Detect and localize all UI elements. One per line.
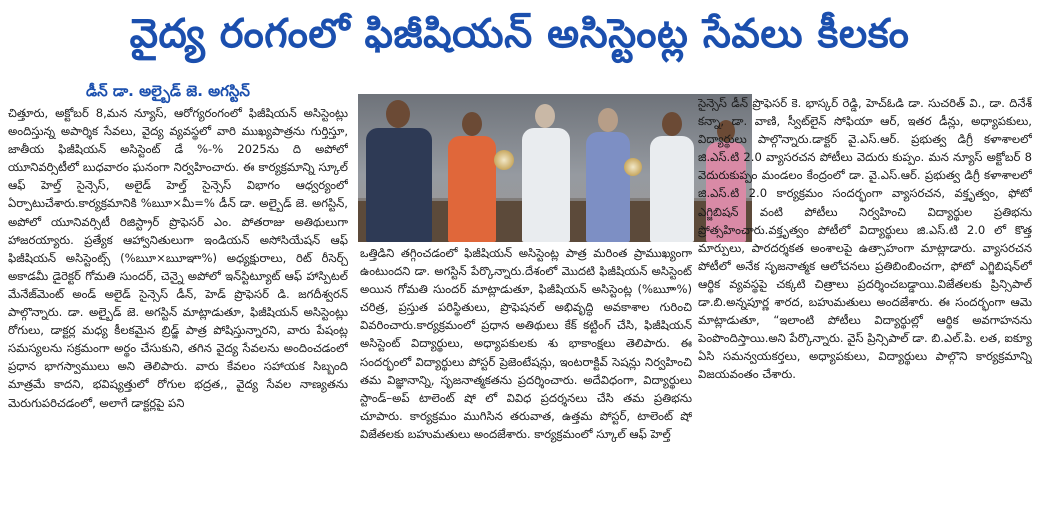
photo-person-4 xyxy=(580,108,636,242)
article-column-1-text: చిత్తూరు, అక్టోబర్ 8,మన న్యూస్, ఆరోగ్యరంగంలో ఫిజీషియన్ అసిస్టెంట్లు అందిస్తున్న అపార్శిక సేవలు, వైద్య వ్యవస్థలో వారి ముఖ్యపాత్రను గుర్తిస్తూ, జాతీయ ఫిజీషియన్ అసిస్టెంట్ డే %-% 2025ను ది అపోలో యూనివర్సిటీలో బుధవారం ఘనంగా నిర్వహించారు. ఈ కార్యక్రమాన్ని స్కూల్ ఆఫ్ హెల్త్ సైన్సెస్, అలైడ్ హెల్త్ సైన్సెస్ విభాగం ఆధ్వర్యంలో ఏర్పాటుచేశారు.కార్యక్రమానికి %ౠ×మీ=% డీన్ డా. అల్బైడ్ జె. అగస్టిన్, అపోలో యూనివర్సిటీ రిజిస్ట్రార్ ప్రొఫెసర్ ఎం. పోతరాజు అతిథులుగా హాజరయ్యారు. ప్రత్యేక ఆహ్వానితులుగా ఇండియన్ అసోసియేషన్ ఆఫ్ ఫిజీషియన్ అసిస్టెంట్స్ (%ౠ×ౠఞా%) అధ్యక్షురాలు, రిట్ రీసెర్చ్ అకాడమీ డైరెక్టర్ గోమతి సుందర్, చెన్నై అపోలో ఇన్‌స్టిట్యూట్ ఆఫ్ హాస్పిటల్ మేనేజ్‌మెంట్ అండ్ అలైడ్ సైన్సెస్ డీన్, హెడ్ ప్రొఫెసర్ డి. జగదీశ్వరన్ పాల్గొన్నారు. డా. అల్బైడ్ జె. అగస్టిన్ మాట్లాడుతూ, ఫిజీషియన్ అసిస్టెంట్లు రోగులు, డాక్టర్ల మధ్య కీలకమైన బ్రిడ్జ్ పాత్ర పోషిస్తున్నారని, వారు పేషంట్ల సమస్యలను సక్రమంగా అర్థం చేసుకుని, తగిన వైద్య సేవలను అందించడంలో ప్రధాన భాగస్వాములు అని తెలిపారు. వారు కేవలం సహాయక సిబ్బంది మాత్రమే కాదని, భవిష్యత్తులో రోగుల భద్రత,, వైద్య సేవల నాణ్యతను మెరుగుపరిచడంలో, అలాగే డాక్టర్లపై పని xyxy=(8,106,348,410)
photo-person-1 xyxy=(360,100,438,242)
article-column-3-text: సైన్సెస్ డీన్ ప్రొఫెసర్ కె. భాస్కర్ రెడ్డి, హెచ్ఓడి డా. సుచరిత్ వి., డా. దినేశ్ కన్నా, డా. వాణి, స్వీట్‌లైన్ సోఫియా ఆర్, ఇతర డీన్లు, అధ్యాపకులు, విద్యార్థులు పాల్గొన్నారు.డాక్టర్ వై.ఎస్.ఆర్. ప్రభుత్వ డిగ్రీ కళాశాలలో జి.ఎస్.టి 2.0 వ్యాసరచన పోటీలు వెదురు కుప్పం. మన న్యూస్ అక్టోబర్ 8 వెదురుకుప్పం మండలం కేంద్రంలో డా. వై.ఎస్.ఆర్. ప్రభుత్వ డిగ్రీ కళాశాలలో జి.ఎస్.టి 2.0 కార్యక్రమం సందర్భంగా వ్యాసరచన, వక్తృత్వం, ఫోటో ఎగ్జిబిషన్ వంటి పోటీలు నిర్వహించి విద్యార్థుల ప్రతిభను ప్రోత్సహించారు.వక్తృత్వం పోటీలో విద్యార్థులు జి.ఎస్.టి 2.0 లో కొత్త మార్పులు, పారదర్శకత అంశాలపై ఉత్సాహంగా మాట్లాడారు. వ్యాసరచన పోటీలో అనేక సృజనాత్మక ఆలోచనలు ప్రతిబింబించగా, ఫోటో ఎగ్జిబిషన్‌లో ఆర్థిక వ్యవస్థపై చక్కటి చిత్రాలు ప్రదర్శించబడ్డాయి.విజేతలకు ప్రిన్సిపాల్ డా.బి.అన్నపూర్ణ శారద, బహుమతులు అందజేశారు. ఈ సందర్భంగా ఆమె మాట్లాడుతూ, “ఇలాంటి పోటీలు విద్యార్థుల్లో ఆర్థిక అవగాహనను పెంపొందిస్తాయి.అని పేర్కొన్నారు. వైస్ ప్రిన్సిపాల్ డా. బి.ఎల్.పి. లత, ఐక్యూ ఏసి సమన్వయకర్తలు, అధ్యాపకులు, విద్యార్థులు పాల్గొని కార్యక్రమాన్ని విజయవంతం చేశారు. xyxy=(698,96,1032,382)
photo-person-1-body xyxy=(366,128,432,242)
photo-person-2 xyxy=(442,112,502,242)
byline: డీన్ డా. అల్బైడ్ జె. అగస్టిన్ xyxy=(86,82,250,100)
photo-person-1-head xyxy=(386,100,410,128)
photo-person-5-head xyxy=(662,112,682,136)
photo-person-3-body xyxy=(522,128,570,242)
article-column-3 xyxy=(698,94,1032,530)
photo-person-5-body xyxy=(650,136,694,242)
photo-person-2-head xyxy=(462,112,482,136)
photo-person-5 xyxy=(644,112,700,242)
photo-person-4-body xyxy=(586,132,630,242)
photo-person-2-body xyxy=(448,136,496,242)
photo-memento-1 xyxy=(494,150,514,170)
photo-person-3-head xyxy=(535,104,555,128)
article-column-2 xyxy=(360,244,692,530)
photo-memento-2 xyxy=(624,158,642,176)
event-photo xyxy=(358,94,752,242)
photo-person-4-head xyxy=(598,108,618,132)
article-column-1 xyxy=(8,104,348,530)
headline: వైద్య రంగంలో ఫిజీషియన్ అసిస్టెంట్ల సేవలు కీలకం xyxy=(129,11,910,57)
article-column-2-text: ఒత్తిడిని తగ్గించడంలో ఫిజీషియన్ అసిస్టెంట్ల పాత్ర మరింత ప్రాముఖ్యంగా ఉంటుందని డా. అగస్టిన్ పేర్కొన్నారు.దేశంలో మొదటి ఫిజీషియన్ అసిస్టెంట్ అయిన గోమతి సుందర్ మాట్లాడుతూ, ఫిజీషియన్ అసిస్టెంట్ల (%ౠా%) చరిత్ర, ప్రస్తుత పరిస్థితులు, ప్రొఫెషనల్ అభివృద్ధి అవకాశాల గురించి వివరించారు.కార్యక్రమంలో ప్రధాన అతిథులు కేక్ కట్టింగ్ చేసి, ఫిజీషియన్ అసిస్టెంట్ విద్యార్థులు, అధ్యాపకులకు శు భాకాంక్షలు తెలిపారు. ఈ సందర్భంలో విద్యార్థులు పోస్టర్ ప్రెజెంటేషన్లు, ఇంటరాక్టివ్ సెషన్లు నిర్వహించి తమ విజ్ఞానాన్ని, సృజనాత్మకతను ప్రదర్శించారు. అదేవిధంగా, విద్యార్థులు స్టాండ్–అప్ టాలెంట్ షో లో వివిధ ప్రదర్శనలు చేసి తమ ప్రతిభను చూపారు. కార్యక్రమం ముగిసిన తరువాత, ఉత్తమ పోస్టర్, టాలెంట్ షో విజేతలకు బహుమతులు అందజేశారు. కార్యక్రమంలో స్కూల్ ఆఫ్ హెల్త్ xyxy=(360,246,692,441)
photo-person-3 xyxy=(516,104,576,242)
